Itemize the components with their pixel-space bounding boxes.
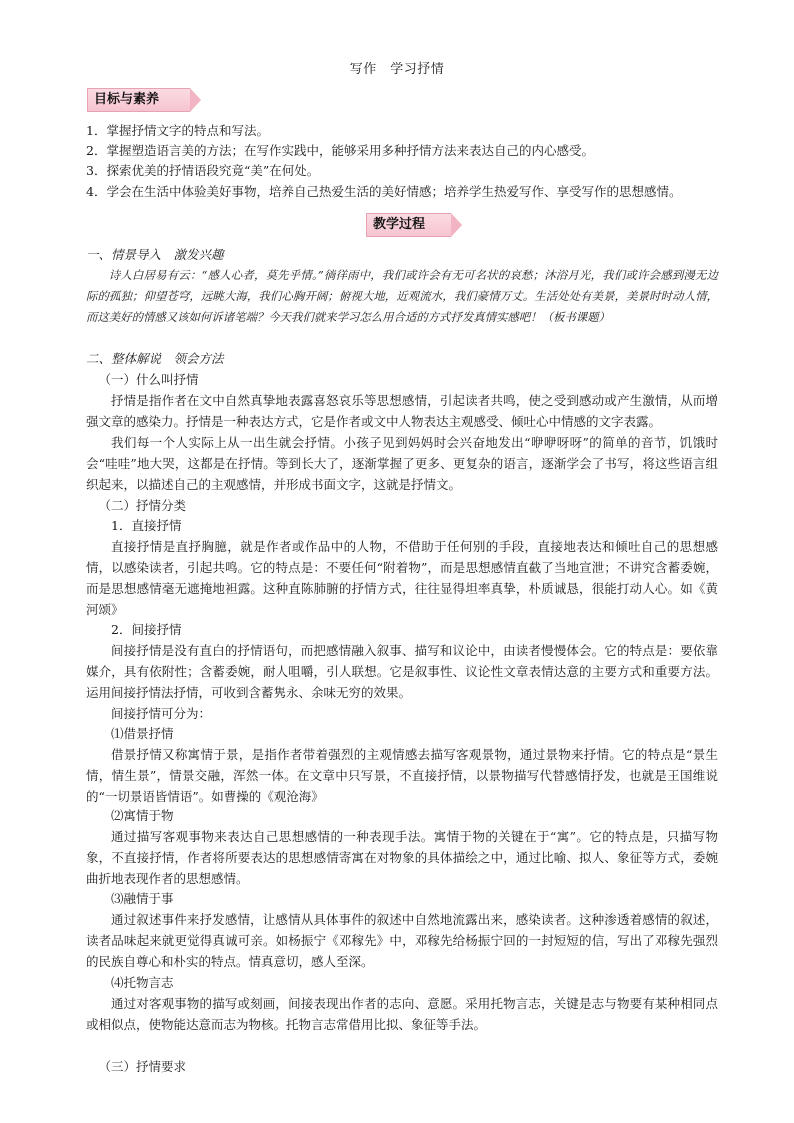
indirect-lyric-title: 2．间接抒情 [111, 622, 182, 637]
goal-item-4: 4．学会在生活中体验美好事物，培养自己热爱生活的美好情感；培养学生热爱写作、享受写作的思想感情。 [86, 184, 682, 199]
part1-intro-text: 诗人白居易有云：“感人心者，莫先乎情。”徜徉雨中，我们或许会有无可名状的哀愁；沐浴月光，我们或许会感到漫无边际的孤独；仰望苍穹，远眺大海，我们心胸开阔；俯视大地，近观流水，我们豪情万丈。生活处处有美景，美景时时动人情，而这美好的情感又该如何诉诸笔端？今天我们就来学习怎么用合适的方式抒发真情实感吧！（板书课题） [86, 268, 718, 324]
method3-text: 通过叙述事件来抒发感情，让感情从具体事件的叙述中自然地流露出来，感染读者。这种渗透着感情的叙述，读者品味起来就更觉得真诚可亲。如杨振宁《邓稼先》中，邓稼先给杨振宁回的一封短短的信，写出了邓稼先强烈的民族自尊心和朴实的特点。情真意切，感人至深。 [86, 912, 718, 969]
indirect-lyric-subtitle: 间接抒情可分为： [111, 706, 212, 721]
indirect-lyric-paragraph [86, 640, 718, 703]
method3-paragraph [86, 909, 718, 972]
goals-badge-label: 目标与素养 [94, 92, 160, 107]
method1-paragraph [86, 744, 718, 807]
part2-heading: 二、整体解说 领会方法 [86, 351, 224, 366]
part1-heading: 一、情景导入 激发兴趣 [86, 247, 224, 262]
section1-paragraph1-text: 抒情是指作者在文中自然真挚地表露喜怒哀乐等思想感情，引起读者共鸣，使之受到感动或产生激情，从而增强文章的感染力。抒情是一种表达方式，它是作者或文中人物表达主观感受、倾吐心中情感的文字表露。 [86, 393, 718, 429]
section1-paragraph2-text: 我们每一个人实际上从一出生就会抒情。小孩子见到妈妈时会兴奋地发出“咿咿呀呀”的简单的音节，饥饿时会“哇哇”地大哭，这都是在抒情。等到长大了，逐渐掌握了更多、更复杂的语言，逐渐学会了书写，将这些语言组织起来，以描述自己的主观感情，并形成书面文字，这就是抒情文。 [86, 435, 718, 492]
section1-paragraph1 [86, 390, 718, 432]
badge-arrow-icon [451, 213, 462, 237]
method2-paragraph [86, 826, 718, 889]
section2-title: （二）抒情分类 [98, 498, 187, 513]
indirect-lyric-text: 间接抒情是没有直白的抒情语句，而把感情融入叙事、描写和议论中，由读者慢慢体会。它的特点是：要依靠媒介，具有依附性；含蓄委婉，耐人咀嚼，引人联想。它是叙事性、议论性文章表情达意的主要方式和重要方法。运用间接抒情法抒情，可收到含蓄隽永、余味无穷的效果。 [86, 643, 718, 700]
goal-item-1: 1．掌握抒情文字的特点和写法。 [86, 123, 269, 138]
badge-arrow-icon [190, 88, 201, 112]
method4-text: 通过对客观事物的描写或刻画，间接表现出作者的志向、意愿。采用托物言志，关键是志与物要有某种相同点或相似点，使物能达意而志为物核。托物言志常借用比拟、象征等手法。 [86, 996, 718, 1032]
method3-title: ⑶融情于事 [111, 891, 174, 906]
method2-text: 通过描写客观事物来表达自己思想感情的一种表现手法。寓情于物的关键在于“寓”。它的特点是，只描写物象，不直接抒情，作者将所要表达的思想感情寄寓在对物象的具体描绘之中，通过比喻、拟人、象征等方式，委婉曲折地表现作者的思想感情。 [86, 829, 718, 886]
direct-lyric-text: 直接抒情是直抒胸臆，就是作者或作品中的人物，不借助于任何别的手段，直接地表达和倾吐自己的思想感情，以感染读者，引起共鸣。它的特点是：不要任何“附着物”，而是思想感情直截了当地宣泄；不讲究含蓄委婉，而是思想感情毫无遮掩地袒露。这种直陈肺腑的抒情方式，往往显得坦率真挚，朴质诚恳，很能打动人心。如《黄河颂》 [86, 539, 718, 617]
direct-lyric-title: 1．直接抒情 [111, 518, 182, 533]
method4-paragraph [86, 993, 718, 1035]
method1-text: 借景抒情又称寓情于景，是指作者带着强烈的主观情感去描写客观景物，通过景物来抒情。它的特点是“景生情，情生景”，情景交融，浑然一体。在文章中只写景，不直接抒情，以景物描写代替感情抒发，也就是王国维说的“一切景语皆情语”。如曹操的《观沧海》 [86, 747, 718, 804]
method2-title: ⑵寓情于物 [111, 808, 174, 823]
goals-section-badge [87, 88, 190, 112]
section1-paragraph2 [86, 432, 718, 495]
direct-lyric-paragraph [86, 536, 718, 620]
part1-intro-paragraph [86, 265, 718, 328]
process-section-badge [366, 213, 451, 237]
section1-title: （一）什么叫抒情 [98, 372, 199, 387]
method1-title: ⑴借景抒情 [111, 726, 174, 741]
goal-item-3: 3．探索优美的抒情语段究竟“美”在何处。 [86, 163, 320, 178]
document-title: 写作 学习抒情 [349, 62, 445, 77]
process-badge-label: 教学过程 [373, 217, 426, 232]
goal-item-2: 2．掌握塑造语言美的方法；在写作实践中，能够采用多种抒情方法来表达自己的内心感受。 [86, 143, 594, 158]
section3-title: （三）抒情要求 [98, 1059, 187, 1074]
method4-title: ⑷托物言志 [111, 975, 174, 990]
